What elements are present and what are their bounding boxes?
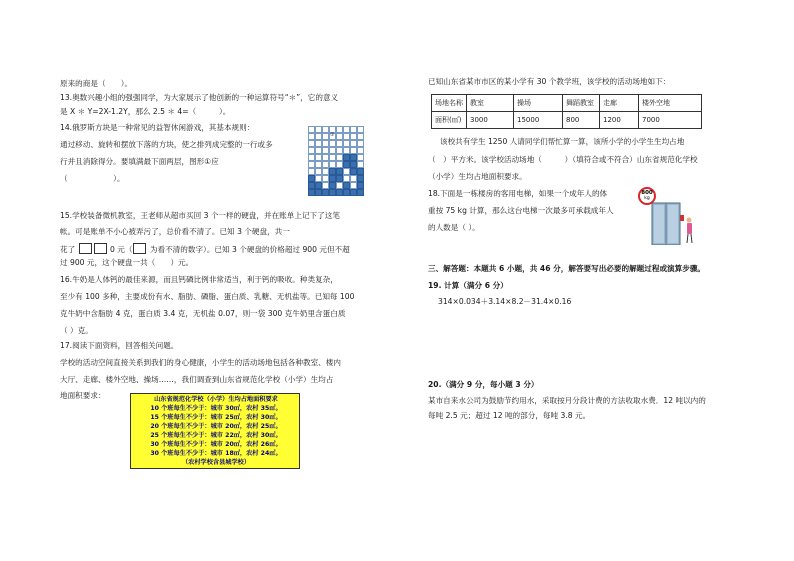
blank-box-legend [133,243,146,254]
q14-line2: 通过移动、旋转和摆放下落的方块，使之排列成完整的一行或多 [60,140,273,149]
elevator-illustration [636,187,696,245]
table-cell: 15000 [514,112,563,129]
grid-cell [357,133,364,140]
grid-cell [357,147,364,154]
grid-cell [308,126,315,133]
standards-note: （农村学校含县城学校） [181,459,251,466]
grid-cell [329,154,336,161]
table-cell: 面积(㎡) [432,112,467,129]
grid-cell [350,175,357,182]
grid-cell [343,175,350,182]
grid-cell [336,161,343,168]
grid-cell [308,175,315,182]
grid-cell [322,161,329,168]
table-cell: 7000 [639,112,702,129]
blank-box-2 [94,243,107,254]
standards-row: 10 个班每生不少于：城市 30㎡，农村 35㎡。 [150,405,282,412]
grid-cell [336,133,343,140]
grid-cell [329,182,336,189]
grid-cell [350,126,357,133]
piece-label: ① [330,132,335,138]
grid-cell [336,140,343,147]
blank-box-1 [79,243,92,254]
q20-line2: 每吨 2.5 元；超过 12 吨的部分，每吨 3.8 元。 [428,411,591,420]
standards-box [130,393,300,469]
grid-cell [343,126,350,133]
grid-cell [322,182,329,189]
table-cell: 教室 [467,95,514,112]
table-cell: 场地名称 [432,95,467,112]
grid-cell [336,154,343,161]
grid-cell [322,126,329,133]
grid-cell [322,140,329,147]
grid-cell [357,126,364,133]
grid-cell [322,189,329,196]
grid-cell [315,189,322,196]
standards-title: 山东省规范化学校（小学）生均占地面积要求 [154,396,278,403]
grid-cell [308,140,315,147]
q19-heading: 19. 计算（满分 6 分） [428,281,508,290]
grid-cell [343,140,350,147]
q15-line1: 15.学校装备微机教室，王老师从超市买回 3 个一样的硬盘，并在账单上记下了这笔 [60,211,340,220]
grid-cell [329,175,336,182]
grid-cell [343,182,350,189]
grid-cell [315,175,322,182]
grid-cell [343,147,350,154]
grid-cell [350,182,357,189]
grid-cell [329,140,336,147]
grid-cell [357,168,364,175]
grid-cell [329,147,336,154]
standards-row: 25 个班每生不少于：城市 22㎡，农村 30㎡。 [150,432,282,439]
q15-total: 0 元（ [110,245,133,254]
grid-cell [329,189,336,196]
q20-heading: 20.（满分 9 分，每小题 3 分） [428,380,539,389]
q16-line4: （ ）克。 [60,326,93,335]
table-row [432,95,702,112]
table-cell: 1200 [600,112,639,129]
grid-cell [322,168,329,175]
q18-line1: 18.下面是一栋楼房的客用电梯，如果一个成年人的体 [428,189,608,198]
q13-line2: 是 X ＊ Y=2X-1.2Y，那么 2.5 ＊ 4=（ ）。 [60,107,231,116]
table-cell: 楼外空地 [639,95,702,112]
grid-cell [336,147,343,154]
grid-cell [308,154,315,161]
table-cell: 操场 [514,95,563,112]
q17-right-line4: （小学）生均占地面积要求。 [428,172,527,181]
grid-cell [336,126,343,133]
grid-cell [315,168,322,175]
weight-limit-unit: kg [644,196,650,201]
q18-line2: 重按 75 kg 计算，那么这台电梯一次最多可承载成年人 [428,206,614,215]
grid-cell [308,189,315,196]
q18-line3: 的人数是（ ）。 [428,223,480,232]
grid-cell [350,147,357,154]
grid-cell [336,175,343,182]
table-cell: 3000 [467,112,514,129]
q14-line3: 行并且消除得分。要填满最下面两层，图形①应 [60,157,219,166]
venue-table [431,94,702,129]
grid-cell [336,189,343,196]
grid-cell [315,140,322,147]
grid-cell [322,147,329,154]
grid-cell [322,175,329,182]
grid-cell [343,154,350,161]
grid-cell [343,189,350,196]
q20-line1: 某市自来水公司为鼓励节约用水，采取按月分段计费的方法收取水费．12 吨以内的 [428,396,706,405]
grid-cell [336,182,343,189]
q16-line3: 克牛奶中含脂肪 4 克，蛋白质 3.4 克，无机盐 0.07，则一袋 300 克牛奶里含蛋白质 [60,309,346,318]
grid-cell [315,147,322,154]
grid-cell [357,189,364,196]
grid-cell [357,182,364,189]
q15-spent-label: 花了 [60,245,76,254]
standards-row: 20 个班每生不少于：城市 20㎡，农村 25㎡。 [150,423,282,430]
grid-cell [350,154,357,161]
q16-line2: 至少有 100 多种，主要成份有水、脂肪、磷脂、蛋白质、乳糖、无机盐等。已知每 100 [60,292,355,301]
grid-cell [315,133,322,140]
grid-cell [350,133,357,140]
grid-cell [357,161,364,168]
table-row [432,112,702,129]
grid-cell [343,133,350,140]
grid-cell [315,126,322,133]
grid-cell [308,147,315,154]
grid-cell [315,182,322,189]
tetris-figure [308,126,368,196]
q14-line4: （ ）。 [60,174,125,183]
q15-legend-text: 为看不清的数字）。已知 3 个硬盘的价格超过 900 元但不超 [149,245,350,254]
q17-right-line2: 该校共有学生 1250 人请同学们帮忙算一算，该所小学的小学生生均占地 [440,137,685,146]
grid-cell [350,189,357,196]
grid-cell [329,161,336,168]
q14-line1: 14.俄罗斯方块是一种常见的益智休闲游戏，其基本规则： [60,123,255,132]
grid-cell [357,154,364,161]
grid-cell [350,140,357,147]
section3-heading: 三、解答题：本题共 6 小题，共 46 分，解答要写出必要的解题过程或演算步骤。 [428,264,706,273]
grid-cell [350,168,357,175]
q17-line3: 大厅、走廊、楼外空地、操场……，我们调查到山东省规范化学校（小学）生均占 [60,375,334,384]
table-cell: 800 [563,112,600,129]
grid-cell [308,161,315,168]
grid-cell [308,168,315,175]
q16-line1: 16.牛奶是人体钙的最佳来源，而且钙磷比例非常适当，利于钙的吸收。种类复杂， [60,275,338,284]
person-icon [687,218,693,244]
q17-line1: 17.阅读下面资料，回答相关问题。 [60,341,179,350]
q17-line4: 地面积要求： [60,391,106,400]
grid-cell [357,140,364,147]
q17-line2: 学校的活动空间直接关系到我们的身心健康，小学生的活动场地包括各种教室、楼内 [60,358,341,367]
weight-limit-value: 800 [641,190,653,196]
grid-cell [357,175,364,182]
q19-expression: 314×0.034＋3.14×8.2－31.4×0.16 [438,297,572,306]
grid-cell [315,154,322,161]
grid-cell [308,133,315,140]
grid-cell [322,154,329,161]
q12-tail: 原来的商是（ ）。 [60,79,133,88]
grid-cell [336,168,343,175]
grid-cell [322,133,329,140]
grid-cell [343,168,350,175]
q17-right-line3: （ ）平方米。该学校活动场地（ ）（填符合或不符合）山东省规范化学校 [428,155,698,164]
standards-row: 15 个班每生不少于：城市 25㎡，农村 30㎡。 [150,414,282,421]
q15-line4: 过 900 元，这个硬盘一共（ ）元。 [60,258,194,267]
q15-line3 [60,243,350,254]
grid-cell [308,182,315,189]
q15-line2: 帐。可是账单不小心被弄污了，总价看不清了。已知 3 个硬盘，共一 [60,227,290,236]
table-cell: 舞蹈教室 [563,95,600,112]
grid-cell [350,161,357,168]
standards-row: 30 个班每生不少于：城市 18㎡，农村 24㎡。 [150,450,282,457]
grid-cell [343,161,350,168]
table-cell: 走廊 [600,95,639,112]
standards-row: 30 个班每生不少于：城市 20㎡，农村 26㎡。 [150,441,282,448]
q13-line1: 13.奥数兴趣小组的强强同学，为大家展示了他创新的一种运算符号“＊”，它的意义 [60,93,339,102]
grid-cell [315,161,322,168]
grid-cell [329,168,336,175]
q17-right-intro: 已知山东省某市市区的某小学有 30 个教学班，该学校的活动场地如下： [428,77,671,86]
